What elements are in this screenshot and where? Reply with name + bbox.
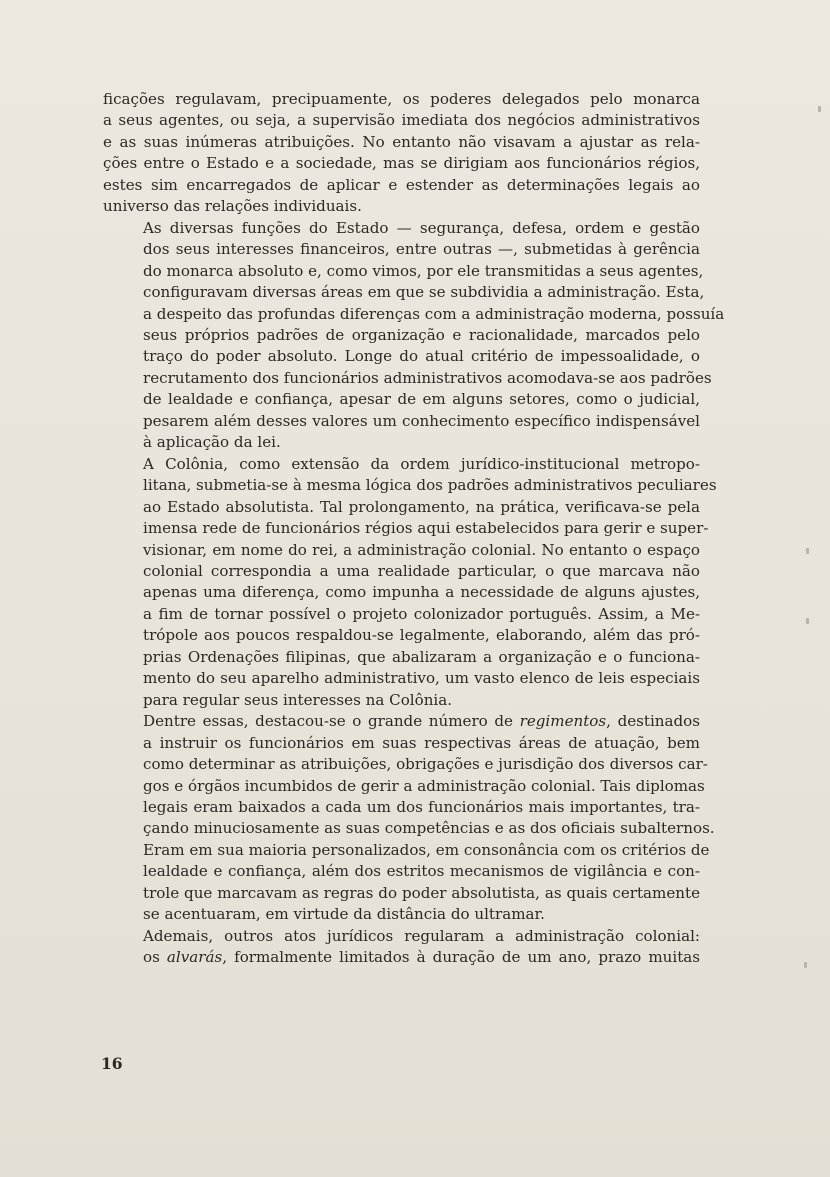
text-line: visionar, em nome do rei, a administração colonial. No entanto o espaço (143, 540, 700, 559)
scan-speck (806, 618, 809, 624)
text-line: a despeito das profundas diferenças com a administração moderna, possuía (143, 304, 725, 323)
text-line: seus próprios padrões de organização e racionalidade, marcados pelo (143, 325, 700, 344)
text-line: prias Ordenações filipinas, que abalizaram a organização e o funciona- (143, 647, 700, 666)
text-line: a instruir os funcionários em suas respectivas áreas de atuação, bem (143, 733, 700, 752)
text-line: ao Estado absolutista. Tal prolongamento, na prática, verificava-se pela (143, 497, 700, 516)
scan-speck (818, 106, 821, 112)
scan-speck (804, 962, 807, 968)
text-line: ficações regulavam, precipuamente, os poderes delegados pelo monarca (103, 90, 700, 108)
text-line: trole que marcavam as regras do poder absolutista, as quais certamente (143, 883, 700, 902)
paragraph-2 (103, 218, 725, 454)
text-line: ções entre o Estado e a sociedade, mas se dirigiam aos funcionários régios, (103, 154, 700, 173)
text-line: trópole aos poucos respaldou-se legalmente, elaborando, além das pró- (143, 626, 700, 645)
paragraph-5 (103, 926, 700, 969)
text-line: os alvarás, formalmente limitados à duração de um ano, prazo muitas (143, 948, 701, 967)
text-line: litana, submetia-se à mesma lógica dos padrões administrativos peculiares (143, 476, 717, 495)
text-line: legais eram baixados a cada um dos funcionários mais importantes, tra- (143, 797, 700, 816)
text-line: colonial correspondia a uma realidade particular, o que marcava não (143, 561, 700, 580)
text-line: Eram em sua maioria personalizados, em consonância com os critérios de (143, 840, 710, 859)
text-line: çando minuciosamente as suas competências e as dos oficiais subalternos. (143, 819, 715, 838)
text-line: imensa rede de funcionários régios aqui estabelecidos para gerir e super- (143, 519, 709, 538)
text-line: Ademais, outros atos jurídicos regularam a administração colonial: (143, 926, 700, 945)
page-number: 16 (101, 1054, 123, 1073)
paragraph-4 (103, 711, 715, 926)
text-line: se acentuaram, em virtude da distância do ultramar. (143, 905, 545, 924)
text-line: do monarca absoluto e, como vimos, por ele transmitidas a seus agentes, (143, 261, 704, 280)
text-line: a fim de tornar possível o projeto colonizador português. Assim, a Me- (143, 604, 700, 623)
text-line: As diversas funções do Estado — segurança, defesa, ordem e gestão (143, 218, 700, 237)
text-line: pesarem além desses valores um conhecimento específico indispensável (143, 411, 700, 430)
text-line: traço do poder absoluto. Longe do atual critério de impessoalidade, o (143, 347, 700, 366)
paragraph-1 (103, 89, 700, 218)
text-line: gos e órgãos incumbidos de gerir a administração colonial. Tais diplomas (143, 776, 705, 795)
text-line: à aplicação da lei. (143, 433, 281, 452)
text-line: e as suas inúmeras atribuições. No entanto não visavam a ajustar as rela- (103, 132, 700, 151)
body-text (103, 89, 725, 969)
text-line: lealdade e confiança, além dos estritos mecanismos de vigilância e con- (143, 862, 700, 881)
text-line: a seus agentes, ou seja, a supervisão imediata dos negócios administrativos (103, 111, 700, 130)
text-line: para regular seus interesses na Colônia. (143, 690, 453, 709)
text-line: Dentre essas, destacou-se o grande número de regimentos, destinados (143, 712, 701, 731)
scan-speck (806, 548, 809, 554)
text-line: recrutamento dos funcionários administrativos acomodava-se aos padrões (143, 368, 712, 387)
text-line: de lealdade e confiança, apesar de em alguns setores, como o judicial, (143, 390, 700, 409)
text-line: como determinar as atribuições, obrigações e jurisdição dos diversos car- (143, 755, 708, 774)
text-line: mento do seu aparelho administrativo, um vasto elenco de leis especiais (143, 669, 700, 688)
text-line: universo das relações individuais. (103, 197, 362, 216)
text-line: estes sim encarregados de aplicar e estender as determinações legais ao (103, 175, 700, 194)
italic-term: regimentos (519, 712, 607, 731)
italic-term: alvarás (166, 948, 223, 967)
text-line: apenas uma diferença, como impunha a necessidade de alguns ajustes, (143, 583, 700, 602)
text-line: A Colônia, como extensão da ordem jurídico-institucional metropo- (143, 454, 700, 473)
text-line: configuravam diversas áreas em que se subdividia a administração. Esta, (143, 283, 705, 302)
paragraph-3 (103, 454, 717, 711)
text-line: dos seus interesses financeiros, entre outras —, submetidas à gerência (143, 240, 700, 259)
